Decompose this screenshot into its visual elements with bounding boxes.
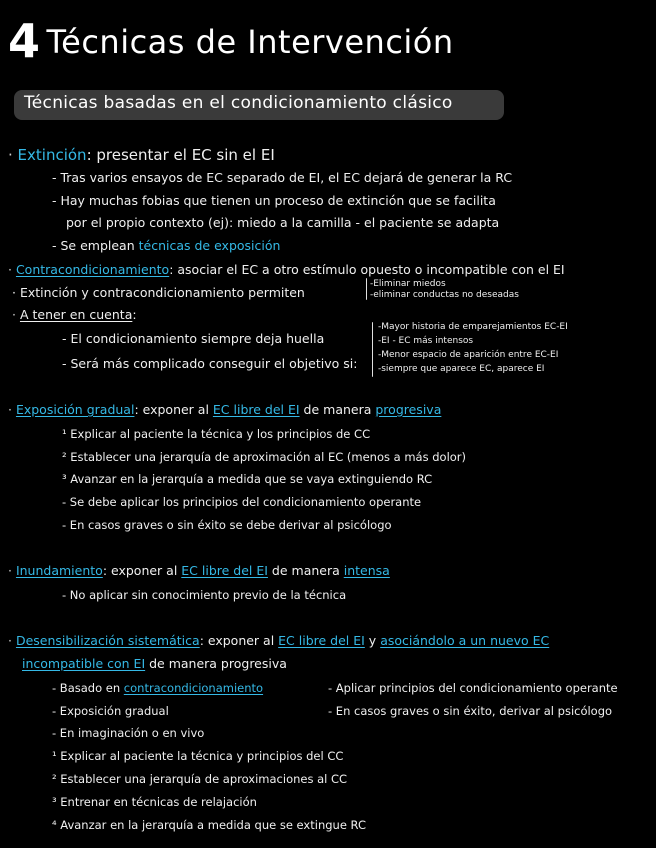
inundacion-d1: : exponer al: [102, 563, 182, 578]
inundacion-step-1: - No aplicar sin conocimiento previo de la técnica: [62, 588, 347, 602]
atener-term: A tener en cuenta: [19, 307, 133, 322]
extincion-point-1: - Tras varios ensayos de EC separado de EI, el EC dejará de generar la RC: [52, 170, 513, 185]
gradual-d1: : exponer al: [134, 402, 213, 417]
atener-cond-3: -Menor espacio de aparición entre EC-EI: [378, 350, 559, 360]
atener-cond-4: -siempre que aparece EC, aparece EI: [378, 364, 545, 374]
ds-a1-text: - Basado en: [52, 681, 124, 695]
atener-colon: :: [132, 307, 137, 322]
gradual-heading: · Exposición gradual: exponer al EC libre del EI de manera progresiva: [8, 402, 442, 417]
extincion-p3-text: - Se emplean: [52, 238, 139, 253]
extincion-def: : presentar el EC sin el EI: [86, 146, 275, 164]
ds-d4: asociándolo a un nuevo EC: [380, 633, 550, 648]
section-subtitle: Técnicas basadas en el condicionamiento clásico: [24, 93, 453, 113]
ds-point-b2: - En casos graves o sin éxito, derivar al psicólogo: [328, 704, 613, 718]
gradual-step-4: - Se debe aplicar los principios del condicionamiento operante: [62, 495, 422, 509]
permiten-text: · Extinción y contracondicionamiento permiten: [12, 285, 305, 300]
page-title: [8, 14, 454, 68]
chapter-title: Técnicas de Intervención: [46, 23, 454, 61]
contra-term: Contracondicionamiento: [15, 262, 170, 277]
ds-d3: y: [364, 633, 381, 648]
gradual-d3: de manera: [299, 402, 376, 417]
atener-point-2: - Será más complicado conseguir el objetivo si:: [62, 356, 358, 371]
ds-d5: incompatible con EI: [22, 656, 146, 671]
atener-cond-1: -Mayor historia de emparejamientos EC-EI: [378, 322, 568, 332]
extincion-point-2: - Hay muchas fobias que tienen un proceso de extinción que se facilita: [52, 193, 496, 208]
extincion-term: Extinción: [17, 146, 87, 164]
ds-point-a3: - En imaginación o en vivo: [52, 726, 205, 740]
gradual-step-3: ³ Avanzar en la jerarquía a medida que se vaya extinguiendo RC: [62, 472, 433, 486]
chapter-number: 4: [8, 14, 41, 68]
contra-def: : asociar el EC a otro estímulo opuesto o incompatible con el EI: [169, 262, 565, 277]
ds-heading-line-2: [22, 656, 287, 671]
inundacion-heading: · Inundamiento: exponer al EC libre del EI de manera intensa: [8, 563, 390, 578]
ds-d6: de manera progresiva: [145, 656, 287, 671]
extincion-point-2b: por el propio contexto (ej): miedo a la camilla - el paciente se adapta: [66, 215, 500, 230]
ds-step-3: ³ Entrenar en técnicas de relajación: [52, 795, 257, 809]
permiten-option-2: -eliminar conductas no deseadas: [370, 290, 519, 300]
gradual-d2: EC libre del EI: [212, 402, 300, 417]
permiten-brace: [366, 278, 367, 300]
extincion-p3-highlight: técnicas de exposición: [138, 238, 281, 253]
ds-a1-highlight: contracondicionamiento: [123, 681, 264, 695]
inundacion-term: Inundamiento: [15, 563, 103, 578]
ds-d1: : exponer al: [199, 633, 279, 648]
ds-point-b1: - Aplicar principios del condicionamiento operante: [328, 681, 618, 695]
permiten-option-1: -Eliminar miedos: [370, 279, 446, 289]
extincion-point-3: [52, 238, 280, 253]
gradual-d4: progresiva: [375, 402, 442, 417]
ds-d2: EC libre del EI: [278, 633, 365, 648]
ds-step-2: ² Establecer una jerarquía de aproximaciones al CC: [52, 772, 348, 786]
atener-brace: [372, 322, 373, 377]
atener-point-1: - El condicionamiento siempre deja huella: [62, 331, 325, 346]
contra-heading: · Contracondicionamiento: asociar el EC a otro estímulo opuesto o incompatible con el EI: [8, 262, 565, 277]
inundacion-d2: EC libre del EI: [181, 563, 268, 578]
ds-step-4: ⁴ Avanzar en la jerarquía a medida que se extingue RC: [52, 818, 366, 832]
extincion-heading: · Extinción: presentar el EC sin el EI: [8, 146, 275, 164]
inundacion-d3: de manera: [267, 563, 344, 578]
gradual-step-1: ¹ Explicar al paciente la técnica y los principios de CC: [62, 427, 371, 441]
gradual-step-5: - En casos graves o sin éxito se debe derivar al psicólogo: [62, 518, 392, 532]
atener-cond-2: -EI - EC más intensos: [378, 336, 474, 346]
gradual-step-2: ² Establecer una jerarquía de aproximación al EC (menos a más dolor): [62, 450, 467, 464]
ds-term: Desensibilización sistemática: [15, 633, 200, 648]
ds-heading: · Desensibilización sistemática: exponer al EC libre del EI y asociándolo a un nuevo EC: [8, 633, 550, 648]
ds-step-1: ¹ Explicar al paciente la técnica y principios del CC: [52, 749, 344, 763]
inundacion-d4: intensa: [343, 563, 390, 578]
ds-point-a2: - Exposición gradual: [52, 704, 169, 718]
ds-point-a1: [52, 681, 263, 695]
atener-heading: · A tener en cuenta:: [12, 307, 137, 322]
gradual-term: Exposición gradual: [15, 402, 135, 417]
